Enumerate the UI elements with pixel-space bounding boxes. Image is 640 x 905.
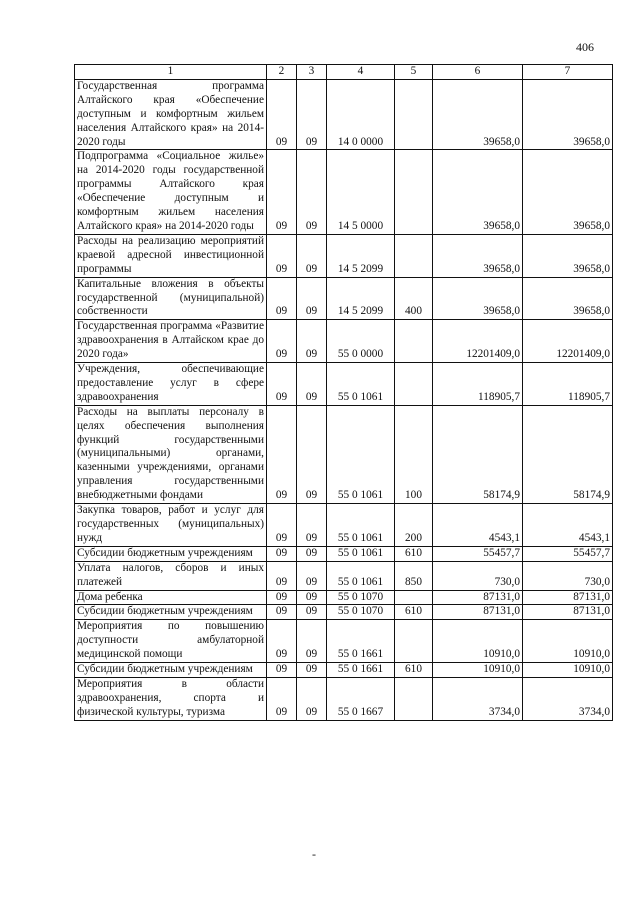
row-subsection: 09 <box>297 561 327 590</box>
column-header: 3 <box>297 65 327 80</box>
row-amount-6: 10910,0 <box>433 620 523 663</box>
row-subsection: 09 <box>297 590 327 605</box>
column-header: 5 <box>395 65 433 80</box>
page-number: 406 <box>576 40 594 54</box>
row-amount-6: 730,0 <box>433 561 523 590</box>
row-subsection: 09 <box>297 546 327 561</box>
row-amount-7: 39658,0 <box>523 79 613 150</box>
row-name: Субсидии бюджетным учреждениям <box>75 546 267 561</box>
row-subsection: 09 <box>297 663 327 678</box>
row-expense-type: 610 <box>395 546 433 561</box>
table-row <box>75 546 613 561</box>
row-target-code: 55 0 1070 <box>327 605 395 620</box>
row-section: 09 <box>267 234 297 277</box>
row-expense-type: 610 <box>395 605 433 620</box>
row-amount-7: 39658,0 <box>523 234 613 277</box>
row-subsection: 09 <box>297 677 327 720</box>
table-row <box>75 320 613 363</box>
row-section: 09 <box>267 663 297 678</box>
row-name: Учреждения, обеспечивающие предоставление услуг в сфере здравоохранения <box>75 363 267 406</box>
row-subsection: 09 <box>297 405 327 503</box>
row-section: 09 <box>267 561 297 590</box>
table-row <box>75 620 613 663</box>
row-amount-6: 10910,0 <box>433 663 523 678</box>
row-target-code: 14 0 0000 <box>327 79 395 150</box>
row-name: Дома ребенка <box>75 590 267 605</box>
row-expense-type <box>395 620 433 663</box>
column-header: 4 <box>327 65 395 80</box>
header-row <box>75 65 613 80</box>
row-name: Расходы на реализацию мероприятий краевой адресной инвестиционной программы <box>75 234 267 277</box>
row-expense-type <box>395 363 433 406</box>
table-row <box>75 79 613 150</box>
row-target-code: 55 0 1070 <box>327 590 395 605</box>
row-name: Субсидии бюджетным учреждениям <box>75 605 267 620</box>
row-amount-6: 3734,0 <box>433 677 523 720</box>
row-section: 09 <box>267 363 297 406</box>
row-name: Капитальные вложения в объекты государственной (муниципальной) собственности <box>75 277 267 320</box>
row-expense-type: 400 <box>395 277 433 320</box>
table-row <box>75 590 613 605</box>
row-name: Закупка товаров, работ и услуг для государственных (муниципальных) нужд <box>75 504 267 547</box>
row-amount-7: 4543,1 <box>523 504 613 547</box>
row-amount-7: 3734,0 <box>523 677 613 720</box>
row-subsection: 09 <box>297 504 327 547</box>
row-amount-7: 87131,0 <box>523 590 613 605</box>
row-section: 09 <box>267 79 297 150</box>
table-row <box>75 405 613 503</box>
row-name: Подпрограмма «Социальное жилье» на 2014-2020 годы государственной программы Алтайского края «Обеспечение доступным и комфортным жильем населения Алтайского края» на 2014-2020 годы <box>75 150 267 234</box>
row-name: Мероприятия в области здравоохранения, спорта и физической культуры, туризма <box>75 677 267 720</box>
row-target-code: 14 5 0000 <box>327 150 395 234</box>
row-target-code: 55 0 1667 <box>327 677 395 720</box>
row-subsection: 09 <box>297 150 327 234</box>
table-row <box>75 150 613 234</box>
row-amount-6: 39658,0 <box>433 79 523 150</box>
table-row <box>75 363 613 406</box>
row-amount-7: 730,0 <box>523 561 613 590</box>
budget-table <box>74 64 613 721</box>
row-name: Мероприятия по повышению доступности амбулаторной медицинской помощи <box>75 620 267 663</box>
row-amount-7: 58174,9 <box>523 405 613 503</box>
row-section: 09 <box>267 150 297 234</box>
column-header: 7 <box>523 65 613 80</box>
table-row <box>75 504 613 547</box>
row-amount-6: 39658,0 <box>433 234 523 277</box>
row-section: 09 <box>267 620 297 663</box>
row-subsection: 09 <box>297 234 327 277</box>
row-target-code: 55 0 1061 <box>327 405 395 503</box>
row-subsection: 09 <box>297 605 327 620</box>
table-row <box>75 677 613 720</box>
footer-mark: - <box>312 847 316 861</box>
row-amount-6: 55457,7 <box>433 546 523 561</box>
column-header: 1 <box>75 65 267 80</box>
row-name: Государственная программа Алтайского края «Обеспечение доступным и комфортным жильем населения Алтайского края» на 2014-2020 годы <box>75 79 267 150</box>
row-section: 09 <box>267 320 297 363</box>
row-subsection: 09 <box>297 79 327 150</box>
row-expense-type: 850 <box>395 561 433 590</box>
row-expense-type <box>395 150 433 234</box>
row-expense-type: 200 <box>395 504 433 547</box>
row-amount-6: 39658,0 <box>433 150 523 234</box>
row-section: 09 <box>267 277 297 320</box>
row-section: 09 <box>267 405 297 503</box>
row-subsection: 09 <box>297 277 327 320</box>
row-amount-6: 58174,9 <box>433 405 523 503</box>
row-section: 09 <box>267 504 297 547</box>
row-amount-6: 4543,1 <box>433 504 523 547</box>
table-row <box>75 561 613 590</box>
row-name: Субсидии бюджетным учреждениям <box>75 663 267 678</box>
row-target-code: 55 0 1661 <box>327 620 395 663</box>
row-target-code: 55 0 1661 <box>327 663 395 678</box>
row-amount-7: 39658,0 <box>523 277 613 320</box>
row-target-code: 55 0 1061 <box>327 561 395 590</box>
row-target-code: 14 5 2099 <box>327 234 395 277</box>
row-target-code: 55 0 1061 <box>327 363 395 406</box>
table-row <box>75 663 613 678</box>
row-section: 09 <box>267 605 297 620</box>
row-name: Расходы на выплаты персоналу в целях обеспечения выполнения функций государственными (муниципальными) органами, казенными учреждениями, органами управления государственными внебюджетными фондами <box>75 405 267 503</box>
row-expense-type <box>395 79 433 150</box>
table-row <box>75 277 613 320</box>
table-row <box>75 605 613 620</box>
column-header: 2 <box>267 65 297 80</box>
row-subsection: 09 <box>297 620 327 663</box>
row-amount-6: 39658,0 <box>433 277 523 320</box>
row-amount-6: 118905,7 <box>433 363 523 406</box>
row-target-code: 14 5 2099 <box>327 277 395 320</box>
row-expense-type <box>395 677 433 720</box>
row-amount-7: 39658,0 <box>523 150 613 234</box>
row-section: 09 <box>267 546 297 561</box>
row-amount-7: 10910,0 <box>523 663 613 678</box>
row-amount-7: 12201409,0 <box>523 320 613 363</box>
row-expense-type <box>395 590 433 605</box>
row-amount-7: 55457,7 <box>523 546 613 561</box>
row-section: 09 <box>267 590 297 605</box>
row-name: Уплата налогов, сборов и иных платежей <box>75 561 267 590</box>
row-expense-type <box>395 320 433 363</box>
row-amount-7: 10910,0 <box>523 620 613 663</box>
row-expense-type <box>395 234 433 277</box>
row-amount-6: 87131,0 <box>433 590 523 605</box>
row-section: 09 <box>267 677 297 720</box>
row-target-code: 55 0 0000 <box>327 320 395 363</box>
row-expense-type: 610 <box>395 663 433 678</box>
row-amount-6: 12201409,0 <box>433 320 523 363</box>
row-expense-type: 100 <box>395 405 433 503</box>
row-target-code: 55 0 1061 <box>327 504 395 547</box>
row-name: Государственная программа «Развитие здравоохранения в Алтайском крае до 2020 года» <box>75 320 267 363</box>
table-row <box>75 234 613 277</box>
row-amount-6: 87131,0 <box>433 605 523 620</box>
column-header: 6 <box>433 65 523 80</box>
row-amount-7: 87131,0 <box>523 605 613 620</box>
row-target-code: 55 0 1061 <box>327 546 395 561</box>
row-subsection: 09 <box>297 320 327 363</box>
row-subsection: 09 <box>297 363 327 406</box>
row-amount-7: 118905,7 <box>523 363 613 406</box>
